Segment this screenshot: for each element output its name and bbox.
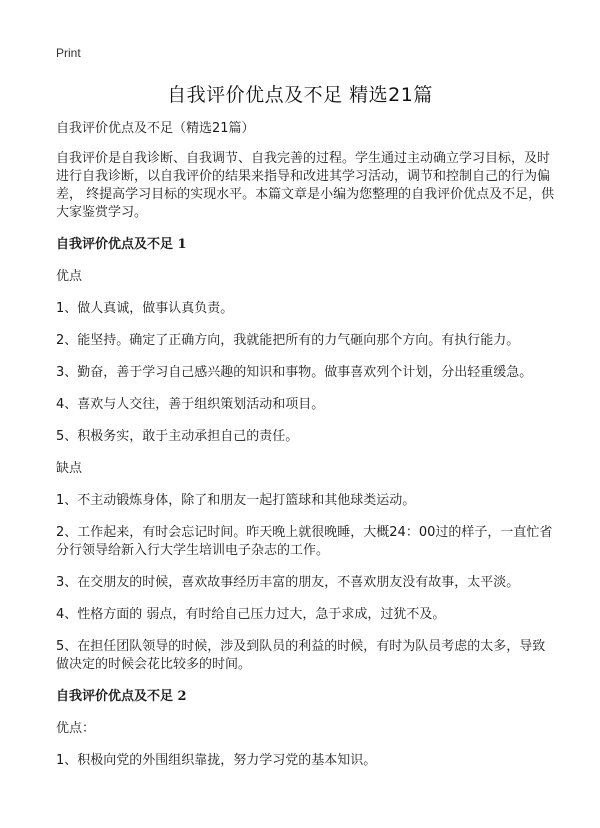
intro-paragraph: 自我评价是自我诊断、自我调节、自我完善的过程。学生通过主动确立学习目标，及时进行自我诊断，以自我评价的结果来指导和改进其学习活动，调节和控制自己的行为偏差， 终提高学习目标的实现水平。本篇文章是小编为您整理的自我评价优点及不足，供大家鉴赏学习。 <box>56 151 555 220</box>
document-subtitle: 自我评价优点及不足（精选21篇） <box>56 121 255 136</box>
strength-item: 4、喜欢与人交往，善于组织策划活动和项目。 <box>56 397 325 412</box>
weakness-item: 2、工作起来，有时会忘记时间。昨天晚上就很晚睡，大概24：00过的样子，一直忙省分行领导给新入行大学生培训电子杂志的工作。 <box>56 525 553 558</box>
section-heading-2: 自我评价优点及不足 2 <box>56 689 187 704</box>
document-body <box>56 120 556 784</box>
page-title: 自我评价优点及不足 精选21篇 <box>167 84 433 106</box>
strength-item: 1、积极向党的外围组织靠拢，努力学习党的基本知识。 <box>56 753 377 768</box>
strength-item: 3、勤奋，善于学习自己感兴趣的知识和事物。做事喜欢列个计划，分出轻重缓急。 <box>56 365 533 380</box>
strength-item: 2、能坚持。确定了正确方向，我就能把所有的力气砸向那个方向。有执行能力。 <box>56 333 520 348</box>
weakness-item: 3、在交朋友的时候，喜欢故事经历丰富的朋友，不喜欢朋友没有故事，太平淡。 <box>56 575 520 590</box>
weakness-item: 4、性格方面的 弱点，有时给自己压力过大，急于求成，过犹不及。 <box>56 607 446 622</box>
strength-item: 5、积极务实，敢于主动承担自己的责任。 <box>56 429 299 444</box>
print-label: Print <box>56 46 81 60</box>
weaknesses-label-1: 缺点 <box>56 461 83 476</box>
weakness-item: 5、在担任团队领导的时候，涉及到队员的利益的时候，有时为队员考虑的太多，导致做决定的时候会花比较多的时间。 <box>56 639 546 672</box>
weakness-item: 1、不主动锻炼身体，除了和朋友一起打篮球和其他球类运动。 <box>56 493 416 508</box>
strengths-label-2: 优点： <box>56 721 96 736</box>
strengths-label-1: 优点 <box>56 269 83 284</box>
section-heading-1: 自我评价优点及不足 1 <box>56 237 187 252</box>
strength-item: 1、做人真诚，做事认真负责。 <box>56 301 234 316</box>
